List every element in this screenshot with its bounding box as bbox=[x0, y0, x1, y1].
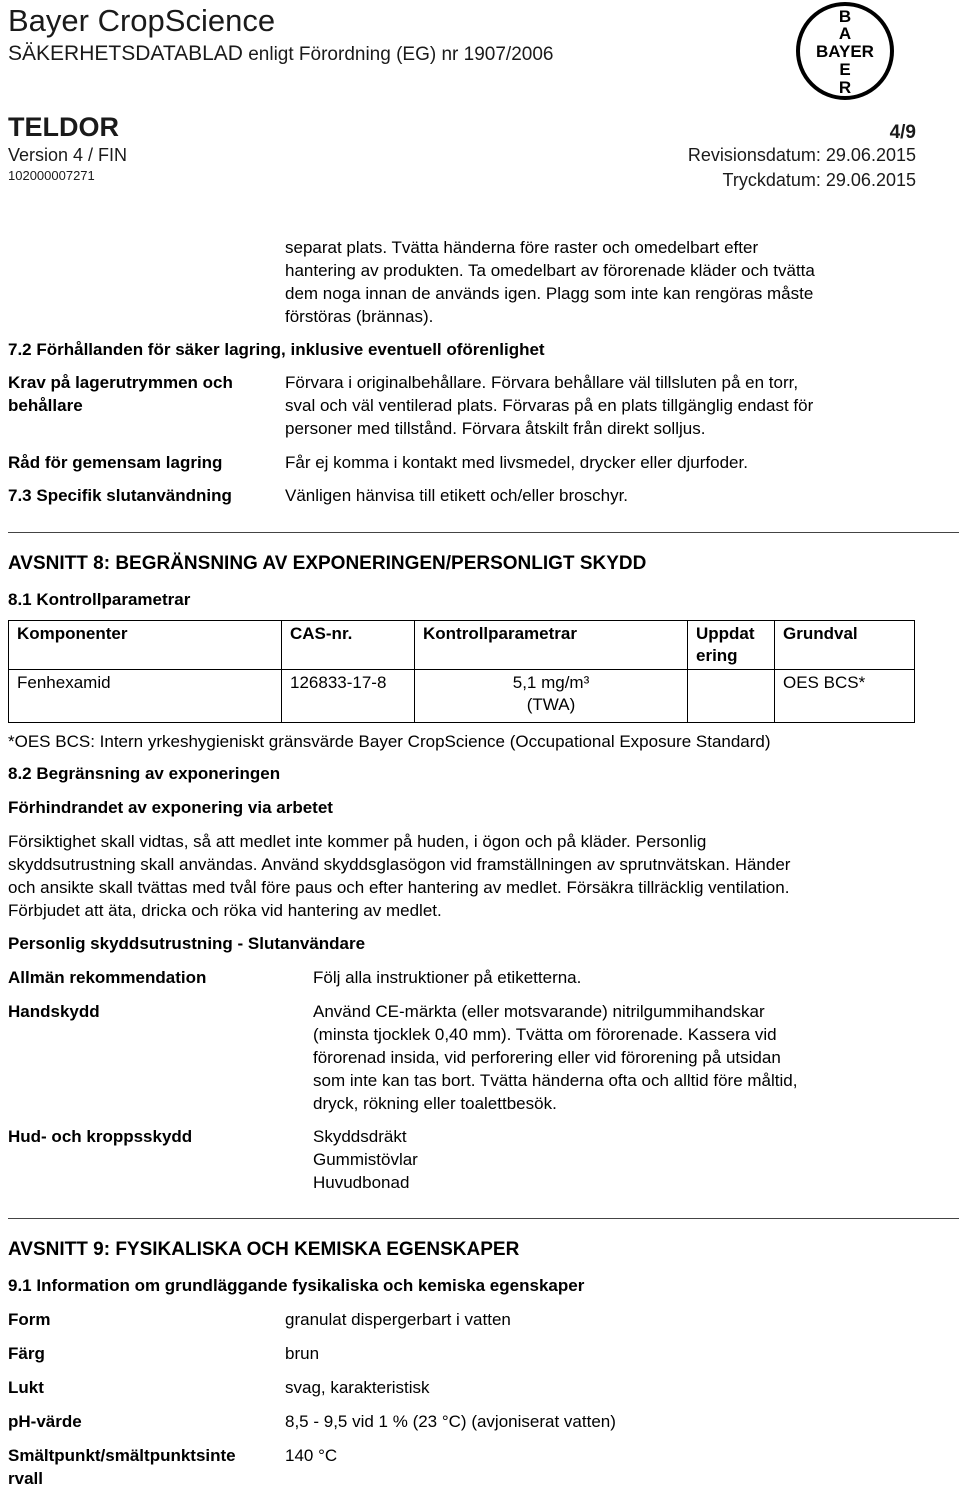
cell-update bbox=[688, 670, 775, 723]
prop-value-odor: svag, karakteristisk bbox=[285, 1378, 430, 1397]
text-line: dem noga innan de används igen. Plagg som inte kan rengöras måste bbox=[285, 284, 814, 303]
section-9-1-heading: 9.1 Information om grundläggande fysikaliska och kemiska egenskaper bbox=[8, 1276, 585, 1295]
prop-value-color: brun bbox=[285, 1344, 320, 1363]
revision-date: Revisionsdatum: 29.06.2015 bbox=[687, 145, 916, 165]
page-number: 4/9 bbox=[889, 122, 916, 143]
prop-label-melting-point bbox=[8, 1444, 278, 1490]
prop-value-form: granulat dispergerbart i vatten bbox=[285, 1310, 511, 1329]
section-8-1-heading: 8.1 Kontrollparametrar bbox=[8, 590, 191, 609]
company-name: Bayer CropScience bbox=[8, 3, 276, 38]
product-name: TELDOR bbox=[8, 112, 119, 142]
col-header-control-params: Kontrollparametrar bbox=[415, 621, 688, 670]
text-line: hantering av produkten. Ta omedelbart av förorenade kläder och tvätta bbox=[285, 261, 815, 280]
engineering-controls-heading: Förhindrandet av exponering via arbetet bbox=[8, 798, 333, 817]
engineering-controls-text bbox=[8, 830, 953, 922]
label-line: rvall bbox=[8, 1469, 43, 1488]
prop-label-form: Form bbox=[8, 1310, 51, 1329]
storage-text bbox=[285, 371, 945, 440]
logo-letter-e: E bbox=[839, 60, 851, 79]
prop-label-color: Färg bbox=[8, 1344, 45, 1363]
general-recommendation-label: Allmän rekommendation bbox=[8, 968, 207, 987]
logo-letter-a: A bbox=[838, 24, 852, 43]
section-divider bbox=[8, 532, 959, 533]
col-header-update: Uppdat ering bbox=[688, 621, 775, 670]
prop-value-melting-point: 140 °C bbox=[285, 1446, 338, 1465]
param-value: 5,1 mg/m³ bbox=[512, 673, 590, 692]
sds-title-regulation: enligt Förordning (EG) nr 1907/2006 bbox=[242, 44, 554, 65]
prop-label-odor: Lukt bbox=[8, 1378, 44, 1397]
text-line: separat plats. Tvätta händerna före raster och omedelbart efter bbox=[285, 238, 759, 257]
cell-basis: OES BCS* bbox=[775, 670, 915, 723]
text-line: skyddsutrustning skall användas. Använd skyddsglasögon vid framställningen av sprutnvätskan. Händer bbox=[8, 855, 791, 874]
section-9-heading: AVSNITT 9: FYSIKALISKA OCH KEMISKA EGENSKAPER bbox=[8, 1239, 520, 1260]
text-line: förstöras (brännas). bbox=[285, 307, 434, 326]
label-line: Smältpunkt/smältpunktsinte bbox=[8, 1446, 236, 1465]
prop-value-ph: 8,5 - 9,5 vid 1 % (23 °C) (avjoniserat vatten) bbox=[285, 1412, 616, 1431]
table-row bbox=[9, 670, 915, 723]
section-7-2-heading: 7.2 Förhållanden för säker lagring, inklusive eventuell oförenlighet bbox=[8, 340, 545, 359]
text-line: dryck, rökning eller toalettbesök. bbox=[313, 1094, 557, 1113]
label-line: Krav på lagerutrymmen och bbox=[8, 373, 233, 392]
text-line: sval och väl ventilerad plats. Förvaras på en plats tillgänglig endast för bbox=[285, 396, 814, 415]
text-line: Förvara i originalbehållare. Förvara behållare väl tillsluten på en torr, bbox=[285, 373, 799, 392]
hand-protection-label: Handskydd bbox=[8, 1002, 100, 1021]
cell-component: Fenhexamid bbox=[9, 670, 282, 723]
print-date: Tryckdatum: 29.06.2015 bbox=[722, 170, 916, 190]
control-parameters-table bbox=[8, 620, 915, 723]
section-7-3-text: Vänligen hänvisa till etikett och/eller broschyr. bbox=[285, 486, 629, 505]
bayer-logo bbox=[794, 0, 896, 102]
label-line: behållare bbox=[8, 396, 83, 415]
logo-letter-b: B bbox=[838, 7, 852, 26]
text-line: Huvudbonad bbox=[313, 1173, 410, 1192]
text-line: förorenad insida, vid perforering eller vid förorening på utsidan bbox=[313, 1048, 781, 1067]
document-number: 102000007271 bbox=[8, 168, 95, 183]
cell-control-params bbox=[415, 670, 688, 723]
text-line: Gummistövlar bbox=[313, 1150, 418, 1169]
text-line: Skyddsdräkt bbox=[313, 1127, 407, 1146]
text-line: personer med tillstånd. Förvara åtskilt från direkt solljus. bbox=[285, 419, 706, 438]
section-7-3-label: 7.3 Specifik slutanvändning bbox=[8, 486, 232, 505]
cell-cas: 126833-17-8 bbox=[282, 670, 415, 723]
mixed-storage-label: Råd för gemensam lagring bbox=[8, 453, 223, 472]
mixed-storage-text: Får ej komma i kontakt med livsmedel, drycker eller djurfoder. bbox=[285, 453, 748, 472]
param-type: (TWA) bbox=[526, 695, 576, 714]
col-header-component: Komponenter bbox=[9, 621, 282, 670]
handling-continuation bbox=[285, 236, 945, 328]
sds-title-main: SÄKERHETSDATABLAD bbox=[8, 42, 243, 65]
text-line: Försiktighet skall vidtas, så att medlet inte kommer på huden, i ögon och på kläder. Personlig bbox=[8, 832, 707, 851]
body-protection-label: Hud- och kroppsskydd bbox=[8, 1127, 193, 1146]
section-8-heading: AVSNITT 8: BEGRÄNSNING AV EXPONERINGEN/PERSONLIGT SKYDD bbox=[8, 553, 647, 574]
section-8-2-heading: 8.2 Begränsning av exponeringen bbox=[8, 764, 281, 783]
hand-protection-text bbox=[313, 1000, 953, 1115]
body-protection-text bbox=[313, 1125, 713, 1194]
text-line: Förbjudet att äta, dricka och röka vid hantering av medlet. bbox=[8, 901, 442, 920]
logo-letter-r: R bbox=[838, 78, 852, 97]
general-recommendation-text: Följ alla instruktioner på etiketterna. bbox=[313, 968, 582, 987]
table-header-row bbox=[9, 621, 915, 670]
storage-label bbox=[8, 371, 278, 417]
col-header-basis: Grundval bbox=[775, 621, 915, 670]
prop-label-ph: pH-värde bbox=[8, 1412, 82, 1431]
text-line: (minsta tjocklek 0,40 mm). Tvätta om förorenade. Kassera vid bbox=[313, 1025, 777, 1044]
text-line: och ansikte skall tvättas med tvål före paus och efter hantering av medlet. Försäkra tillräcklig ventilation. bbox=[8, 878, 790, 897]
text-line: som inte kan tas bort. Tvätta händerna ofta och alltid före måltid, bbox=[313, 1071, 798, 1090]
text-line: Använd CE-märkta (eller motsvarande) nitrilgummihandskar bbox=[313, 1002, 765, 1021]
section-divider bbox=[8, 1218, 959, 1219]
oes-footnote: *OES BCS: Intern yrkeshygieniskt gränsvärde Bayer CropScience (Occupational Exposure Standard) bbox=[8, 732, 771, 751]
version: Version 4 / FIN bbox=[8, 145, 128, 165]
col-header-cas: CAS-nr. bbox=[282, 621, 415, 670]
sds-title bbox=[8, 42, 553, 66]
ppe-heading: Personlig skyddsutrustning - Slutanvändare bbox=[8, 934, 366, 953]
logo-wordmark: BAYER bbox=[816, 42, 874, 61]
